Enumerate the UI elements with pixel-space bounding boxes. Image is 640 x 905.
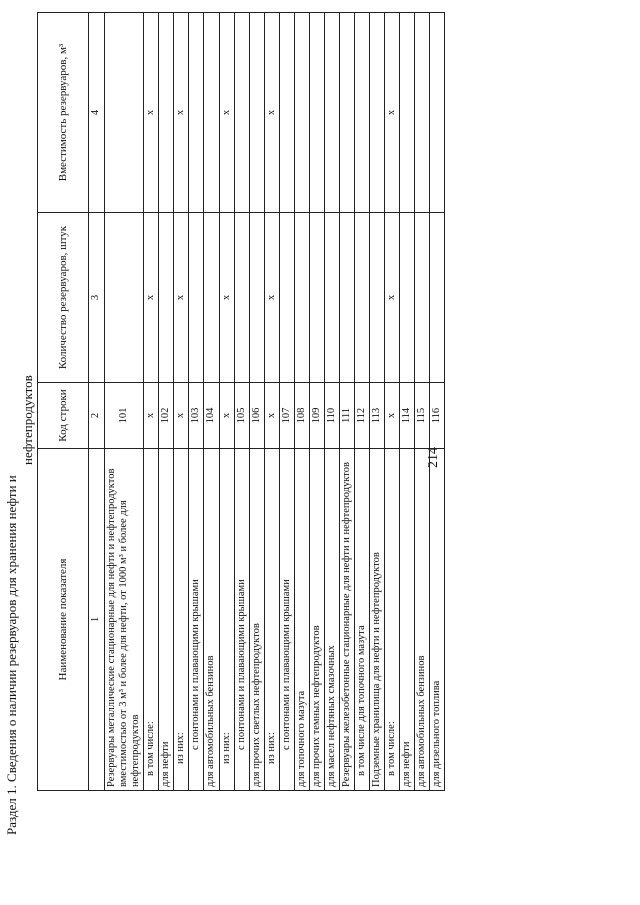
indicator-name-cell: для дизельного топлива: [430, 449, 445, 791]
reservoir-capacity-cell[interactable]: x: [264, 13, 279, 213]
indicator-name-cell: из них:: [264, 449, 279, 791]
indicator-name-cell: из них:: [174, 449, 189, 791]
row-code-cell: 114: [400, 383, 415, 449]
header-indicator-name: Наименование показателя: [38, 449, 89, 791]
table-row: [340, 13, 355, 791]
indicator-name-cell: для прочих светлых нефтепродуктов: [249, 449, 264, 791]
row-code-cell: 110: [324, 383, 339, 449]
reservoir-count-cell[interactable]: [309, 213, 324, 383]
table-row: [279, 13, 294, 791]
indicator-name-cell: с понтонами и плавающими крышами: [279, 449, 294, 791]
indicator-name-cell: для прочих темных нефтепродуктов: [309, 449, 324, 791]
row-code-cell: 103: [189, 383, 204, 449]
table-body: [105, 13, 445, 791]
reservoir-capacity-cell[interactable]: [324, 13, 339, 213]
row-code-cell: x: [174, 383, 189, 449]
reservoir-capacity-cell[interactable]: x: [219, 13, 234, 213]
table-row: [385, 13, 400, 791]
reservoir-count-cell[interactable]: [415, 213, 430, 383]
section-title-line2: нефтепродуктов: [20, 375, 36, 465]
reservoir-count-cell[interactable]: [189, 213, 204, 383]
reservoir-count-cell[interactable]: [234, 213, 249, 383]
indicator-name-cell: для топочного мазута: [294, 449, 309, 791]
reservoir-capacity-cell[interactable]: x: [144, 13, 159, 213]
table-row: [159, 13, 174, 791]
reservoir-count-cell[interactable]: [249, 213, 264, 383]
reservoir-capacity-cell[interactable]: [234, 13, 249, 213]
table-row: [309, 13, 324, 791]
reservoir-capacity-cell[interactable]: [415, 13, 430, 213]
reservoir-count-cell[interactable]: x: [174, 213, 189, 383]
table-row: [144, 13, 159, 791]
reservoir-capacity-cell[interactable]: [204, 13, 219, 213]
indicator-name-cell: Резервуары металлические стационарные для нефти и нефтепродуктов вместимостью от 3 м³ и более для нефти, от 1000 м³ и более для нефтепродуктов: [105, 449, 144, 791]
indicator-name-cell: из них:: [219, 449, 234, 791]
row-code-cell: 112: [355, 383, 370, 449]
table-row: [324, 13, 339, 791]
reservoir-count-cell[interactable]: x: [144, 213, 159, 383]
table-row: [370, 13, 385, 791]
reservoir-count-cell[interactable]: [294, 213, 309, 383]
table-row: [294, 13, 309, 791]
indicator-name-cell: Резервуары железобетонные стационарные для нефти и нефтепродуктов: [340, 449, 355, 791]
row-code-cell: 106: [249, 383, 264, 449]
indicator-name-cell: для автомобильных бензинов: [204, 449, 219, 791]
row-code-cell: 101: [105, 383, 144, 449]
row-code-cell: 116: [430, 383, 445, 449]
reservoir-count-cell[interactable]: [324, 213, 339, 383]
row-code-cell: 108: [294, 383, 309, 449]
table-row: [189, 13, 204, 791]
row-code-cell: x: [264, 383, 279, 449]
reservoir-count-cell[interactable]: [105, 213, 144, 383]
reservoir-count-cell[interactable]: [340, 213, 355, 383]
reservoir-capacity-cell[interactable]: [189, 13, 204, 213]
table-row: [430, 13, 445, 791]
indicator-name-cell: для нефти: [159, 449, 174, 791]
indicator-name-cell: для масел нефтяных смазочных: [324, 449, 339, 791]
reservoir-capacity-cell[interactable]: [159, 13, 174, 213]
reservoir-capacity-cell[interactable]: [340, 13, 355, 213]
row-code-cell: 115: [415, 383, 430, 449]
column-number: 1: [89, 449, 105, 791]
row-code-cell: x: [219, 383, 234, 449]
reservoir-capacity-cell[interactable]: [294, 13, 309, 213]
indicator-name-cell: с понтонами и плавающими крышами: [189, 449, 204, 791]
table-row: [204, 13, 219, 791]
page-number: 214: [426, 447, 441, 468]
row-code-cell: x: [385, 383, 400, 449]
table-row: [249, 13, 264, 791]
table-row: [355, 13, 370, 791]
indicator-name-cell: в том числе:: [144, 449, 159, 791]
indicator-name-cell: для автомобильных бензинов: [415, 449, 430, 791]
table-row: [234, 13, 249, 791]
reservoir-count-cell[interactable]: [279, 213, 294, 383]
row-code-cell: x: [144, 383, 159, 449]
reservoir-count-cell[interactable]: [159, 213, 174, 383]
table-header-row: [38, 13, 89, 791]
reservoir-capacity-cell[interactable]: [430, 13, 445, 213]
indicator-name-cell: в том числе:: [385, 449, 400, 791]
reservoir-capacity-cell[interactable]: [355, 13, 370, 213]
table-row: [415, 13, 430, 791]
reservoir-capacity-cell[interactable]: [279, 13, 294, 213]
header-reservoir-count: Количество резервуаров, штук: [38, 213, 89, 383]
table-row: [174, 13, 189, 791]
reservoir-capacity-cell[interactable]: [400, 13, 415, 213]
row-code-cell: 111: [340, 383, 355, 449]
reservoir-count-cell[interactable]: x: [219, 213, 234, 383]
reservoir-capacity-cell[interactable]: x: [385, 13, 400, 213]
section-title-line1: Раздел 1. Сведения о наличии резервуаров для хранения нефти и: [4, 475, 19, 835]
section-title: [4, 375, 37, 835]
indicator-name-cell: с понтонами и плавающими крышами: [234, 449, 249, 791]
reservoir-count-cell[interactable]: [430, 213, 445, 383]
reservoir-capacity-cell[interactable]: x: [174, 13, 189, 213]
table-row: [264, 13, 279, 791]
reservoir-count-cell[interactable]: [370, 213, 385, 383]
reservoir-count-cell[interactable]: x: [264, 213, 279, 383]
header-row-code: Код строки: [38, 383, 89, 449]
column-number: 3: [89, 213, 105, 383]
column-number: 2: [89, 383, 105, 449]
reservoir-table: [37, 12, 445, 791]
table-row: [400, 13, 415, 791]
table-row: [219, 13, 234, 791]
reservoir-count-cell[interactable]: [204, 213, 219, 383]
header-reservoir-capacity: Вместимость резервуаров, м³: [38, 13, 89, 213]
row-code-cell: 107: [279, 383, 294, 449]
reservoir-count-cell[interactable]: [355, 213, 370, 383]
row-code-cell: 113: [370, 383, 385, 449]
row-code-cell: 102: [159, 383, 174, 449]
indicator-name-cell: Подземные хранилища для нефти и нефтепродуктов: [370, 449, 385, 791]
reservoir-capacity-cell[interactable]: [105, 13, 144, 213]
reservoir-capacity-cell[interactable]: [249, 13, 264, 213]
table-row: [105, 13, 144, 791]
row-code-cell: 104: [204, 383, 219, 449]
reservoir-capacity-cell[interactable]: [309, 13, 324, 213]
row-code-cell: 109: [309, 383, 324, 449]
indicator-name-cell: в том числе для топочного мазута: [355, 449, 370, 791]
column-number-row: [89, 13, 105, 791]
indicator-name-cell: для нефти: [400, 449, 415, 791]
row-code-cell: 105: [234, 383, 249, 449]
column-number: 4: [89, 13, 105, 213]
reservoir-count-cell[interactable]: x: [385, 213, 400, 383]
reservoir-count-cell[interactable]: [400, 213, 415, 383]
reservoir-capacity-cell[interactable]: [370, 13, 385, 213]
